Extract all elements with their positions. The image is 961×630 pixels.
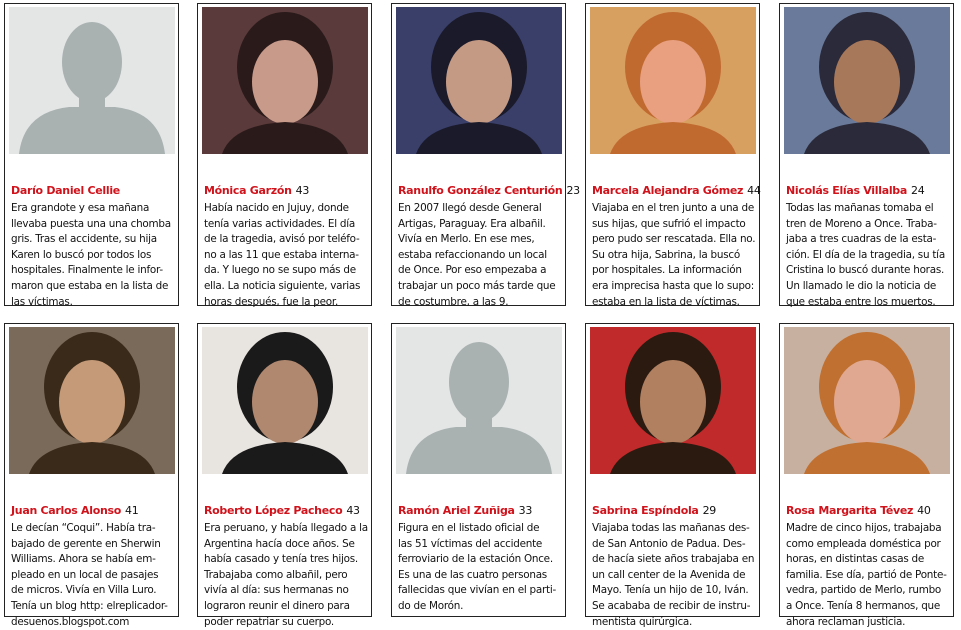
bio-line: Argentina hacía doce años. Se	[204, 537, 355, 550]
victim-name: Ramón Ariel Zuñiga	[398, 504, 515, 517]
victim-card	[197, 323, 372, 628]
bio-line: que estaba entre los muertos.	[786, 295, 936, 308]
bio-line: Madre de cinco hijos, trabajaba	[786, 522, 942, 534]
bio-line: de la tragedia, avisó por teléfo-	[204, 233, 360, 246]
victim-name: Mónica Garzón	[204, 184, 292, 197]
victim-bio	[11, 521, 168, 630]
victim-heading	[11, 504, 138, 517]
bio-line: Williams. Ahora se había em-	[11, 553, 156, 566]
bio-line: de San Antonio de Padua. Des-	[592, 537, 746, 550]
bio-line: Le decían “Coqui”. Había tra-	[11, 522, 156, 534]
bio-line: a Once. Tenía 8 hermanos, que	[786, 599, 941, 612]
victim-name: Rosa Margarita Tévez	[786, 504, 914, 517]
bio-line: ción. El día de la tragedia, su tía	[786, 248, 945, 261]
victim-heading	[11, 184, 120, 197]
victim-photo	[396, 327, 562, 474]
bio-line: las 51 víctimas del accidente	[398, 537, 543, 550]
bio-line: Viajaba todas las mañanas des-	[592, 522, 750, 534]
bio-line: Es una de las cuatro personas	[398, 568, 547, 581]
bio-line: bajado de gerente en Sherwin	[11, 537, 161, 550]
bio-line: Artigas, Paraguay. Era albañil.	[398, 217, 546, 230]
victim-photo	[202, 327, 368, 474]
victim-bio	[398, 521, 556, 615]
bio-line: pleado en un local de pasajes	[11, 568, 159, 581]
victim-card	[4, 3, 179, 306]
bio-line: llevaba puesta una una chomba	[11, 217, 171, 230]
bio-line: familia. Ese día, partió de Ponte-	[786, 568, 947, 581]
bio-line: lograron reunir el dinero para	[204, 599, 350, 612]
bio-line: poder repatriar su cuerpo.	[204, 615, 334, 628]
victim-bio	[786, 521, 947, 630]
bio-line: Karen lo buscó por todos los	[11, 248, 152, 261]
bio-line: ferroviario de la estación Once.	[398, 553, 553, 566]
victim-age: 43	[295, 184, 310, 197]
victim-name: Sabrina Espíndola	[592, 504, 699, 517]
bio-line: un call center de la Avenida de	[592, 568, 746, 581]
bio-line: hospitales. Finalmente le infor-	[11, 264, 163, 277]
bio-line: maron que estaba en la lista de	[11, 279, 169, 292]
bio-line: Cristina lo buscó durante horas.	[786, 264, 945, 277]
victim-name: Roberto López Pacheco	[204, 504, 343, 517]
victim-card	[197, 3, 372, 306]
bio-line: gris. Tras el accidente, su hija	[11, 233, 157, 246]
bio-line: de micros. Vivía en Villa Luro.	[11, 584, 157, 597]
bio-line: jaba a tres cuadras de la esta-	[786, 233, 937, 246]
bio-line: Figura en el listado oficial de	[398, 522, 540, 534]
bio-line: mentista quirúrgica.	[592, 615, 693, 628]
bio-line: Su otra hija, Sabrina, la buscó	[592, 248, 740, 261]
victim-age: 24	[911, 184, 925, 197]
bio-line: las víctimas.	[11, 295, 73, 308]
victim-photo	[784, 327, 950, 474]
bio-line: era imprecisa hasta que lo supo:	[592, 279, 755, 292]
bio-line: de hacía siete años trabajaba en	[592, 553, 755, 566]
bio-line: no a las 11 que estaba interna-	[204, 248, 359, 261]
bio-line: do de Morón.	[398, 599, 464, 612]
bio-line: Se acababa de recibir de instru-	[592, 599, 751, 612]
bio-line: estaba en la lista de víctimas.	[592, 295, 740, 308]
victim-heading	[592, 184, 761, 197]
victim-heading	[786, 184, 924, 197]
bio-line: Era grandote y esa mañana	[11, 202, 150, 214]
victim-photo	[202, 7, 368, 154]
victim-card	[391, 323, 566, 617]
victim-photo	[9, 7, 175, 154]
victim-photo	[9, 327, 175, 474]
victim-bio	[11, 201, 171, 310]
victim-name: Ranulfo González Centurión	[398, 184, 563, 197]
victim-name: Darío Daniel Cellie	[11, 184, 120, 197]
victim-heading	[398, 504, 532, 517]
victim-card	[585, 323, 760, 628]
victim-name: Marcela Alejandra Gómez	[592, 184, 744, 197]
bio-line: fallecidas que vivían en el parti-	[398, 584, 556, 597]
bio-line: Viajaba en el tren junto a una de	[592, 202, 754, 214]
bio-line: Todas las mañanas tomaba el	[786, 202, 934, 214]
bio-line: horas, en distintas casas de	[786, 553, 925, 566]
bio-line: sus hijas, que sufrió el impacto	[592, 217, 746, 230]
victim-photo	[396, 7, 562, 154]
bio-line: ella. La noticia siguiente, varias	[204, 279, 361, 292]
bio-line: horas después, fue la peor.	[204, 295, 339, 308]
bio-line: Mayo. Tenía un hijo de 10, Iván.	[592, 584, 749, 597]
victim-heading	[786, 504, 931, 517]
bio-line: de costumbre, a las 9.	[398, 295, 509, 308]
bio-line: había casado y tenía tres hijos.	[204, 553, 358, 566]
bio-line: por hospitales. La información	[592, 264, 742, 277]
victim-age: 29	[702, 504, 716, 517]
victim-age: 43	[346, 504, 360, 517]
victim-bio	[786, 201, 945, 310]
victim-card	[779, 3, 954, 306]
bio-line: Era peruano, y había llegado a la	[204, 522, 368, 534]
victim-heading	[592, 504, 716, 517]
victim-bio	[592, 201, 755, 310]
bio-line: Vivía en Merlo. En ese mes,	[398, 233, 535, 246]
bio-line: ahora reclaman justicia.	[786, 615, 906, 628]
bio-line: vivía al día: sus hermanas no	[204, 584, 349, 597]
victim-name: Juan Carlos Alonso	[11, 504, 122, 517]
victim-heading	[204, 184, 309, 197]
victim-age: 40	[917, 504, 931, 517]
bio-line: Trabajaba como albañil, pero	[204, 568, 348, 581]
victim-photo	[590, 7, 756, 154]
bio-line: estaba refaccionando un local	[398, 248, 547, 261]
bio-line: vedra, partido de Merlo, rumbo	[786, 584, 942, 597]
victim-bio	[204, 521, 368, 630]
victim-heading	[204, 504, 360, 517]
victim-age: 23	[566, 184, 580, 197]
victim-name: Nicolás Elías Villalba	[786, 184, 908, 197]
victim-age: 33	[518, 504, 533, 517]
victim-bio	[592, 521, 754, 630]
bio-line: pero pudo ser rescatada. Ella no.	[592, 233, 756, 246]
victim-photo	[784, 7, 950, 154]
victim-card	[391, 3, 580, 308]
bio-line: Había nacido en Jujuy, donde	[204, 202, 349, 214]
bio-line: como empleada doméstica por	[786, 537, 941, 550]
bio-line: En 2007 llegó desde General	[398, 202, 542, 214]
victim-card	[4, 323, 179, 628]
bio-line: desuenos.blogspot.com	[11, 615, 130, 628]
bio-line: Tenía un blog http: elreplicador-	[11, 599, 168, 612]
bio-line: tren de Moreno a Once. Traba-	[786, 217, 937, 230]
victim-photo	[590, 327, 756, 474]
victim-bio	[398, 201, 555, 310]
victim-age: 41	[125, 504, 139, 517]
victim-heading	[398, 184, 580, 197]
bio-line: trabajar un poco más tarde que	[398, 279, 556, 292]
bio-line: tenía varias actividades. El día	[204, 217, 356, 230]
victim-bio	[204, 201, 360, 310]
victim-card	[779, 323, 954, 628]
victim-card	[585, 3, 760, 306]
bio-line: de Once. Por eso empezaba a	[398, 264, 547, 277]
bio-line: da. Y luego no se supo más de	[204, 264, 356, 277]
bio-line: Un llamado le dio la noticia de	[786, 279, 937, 292]
victim-age: 44	[747, 184, 761, 197]
